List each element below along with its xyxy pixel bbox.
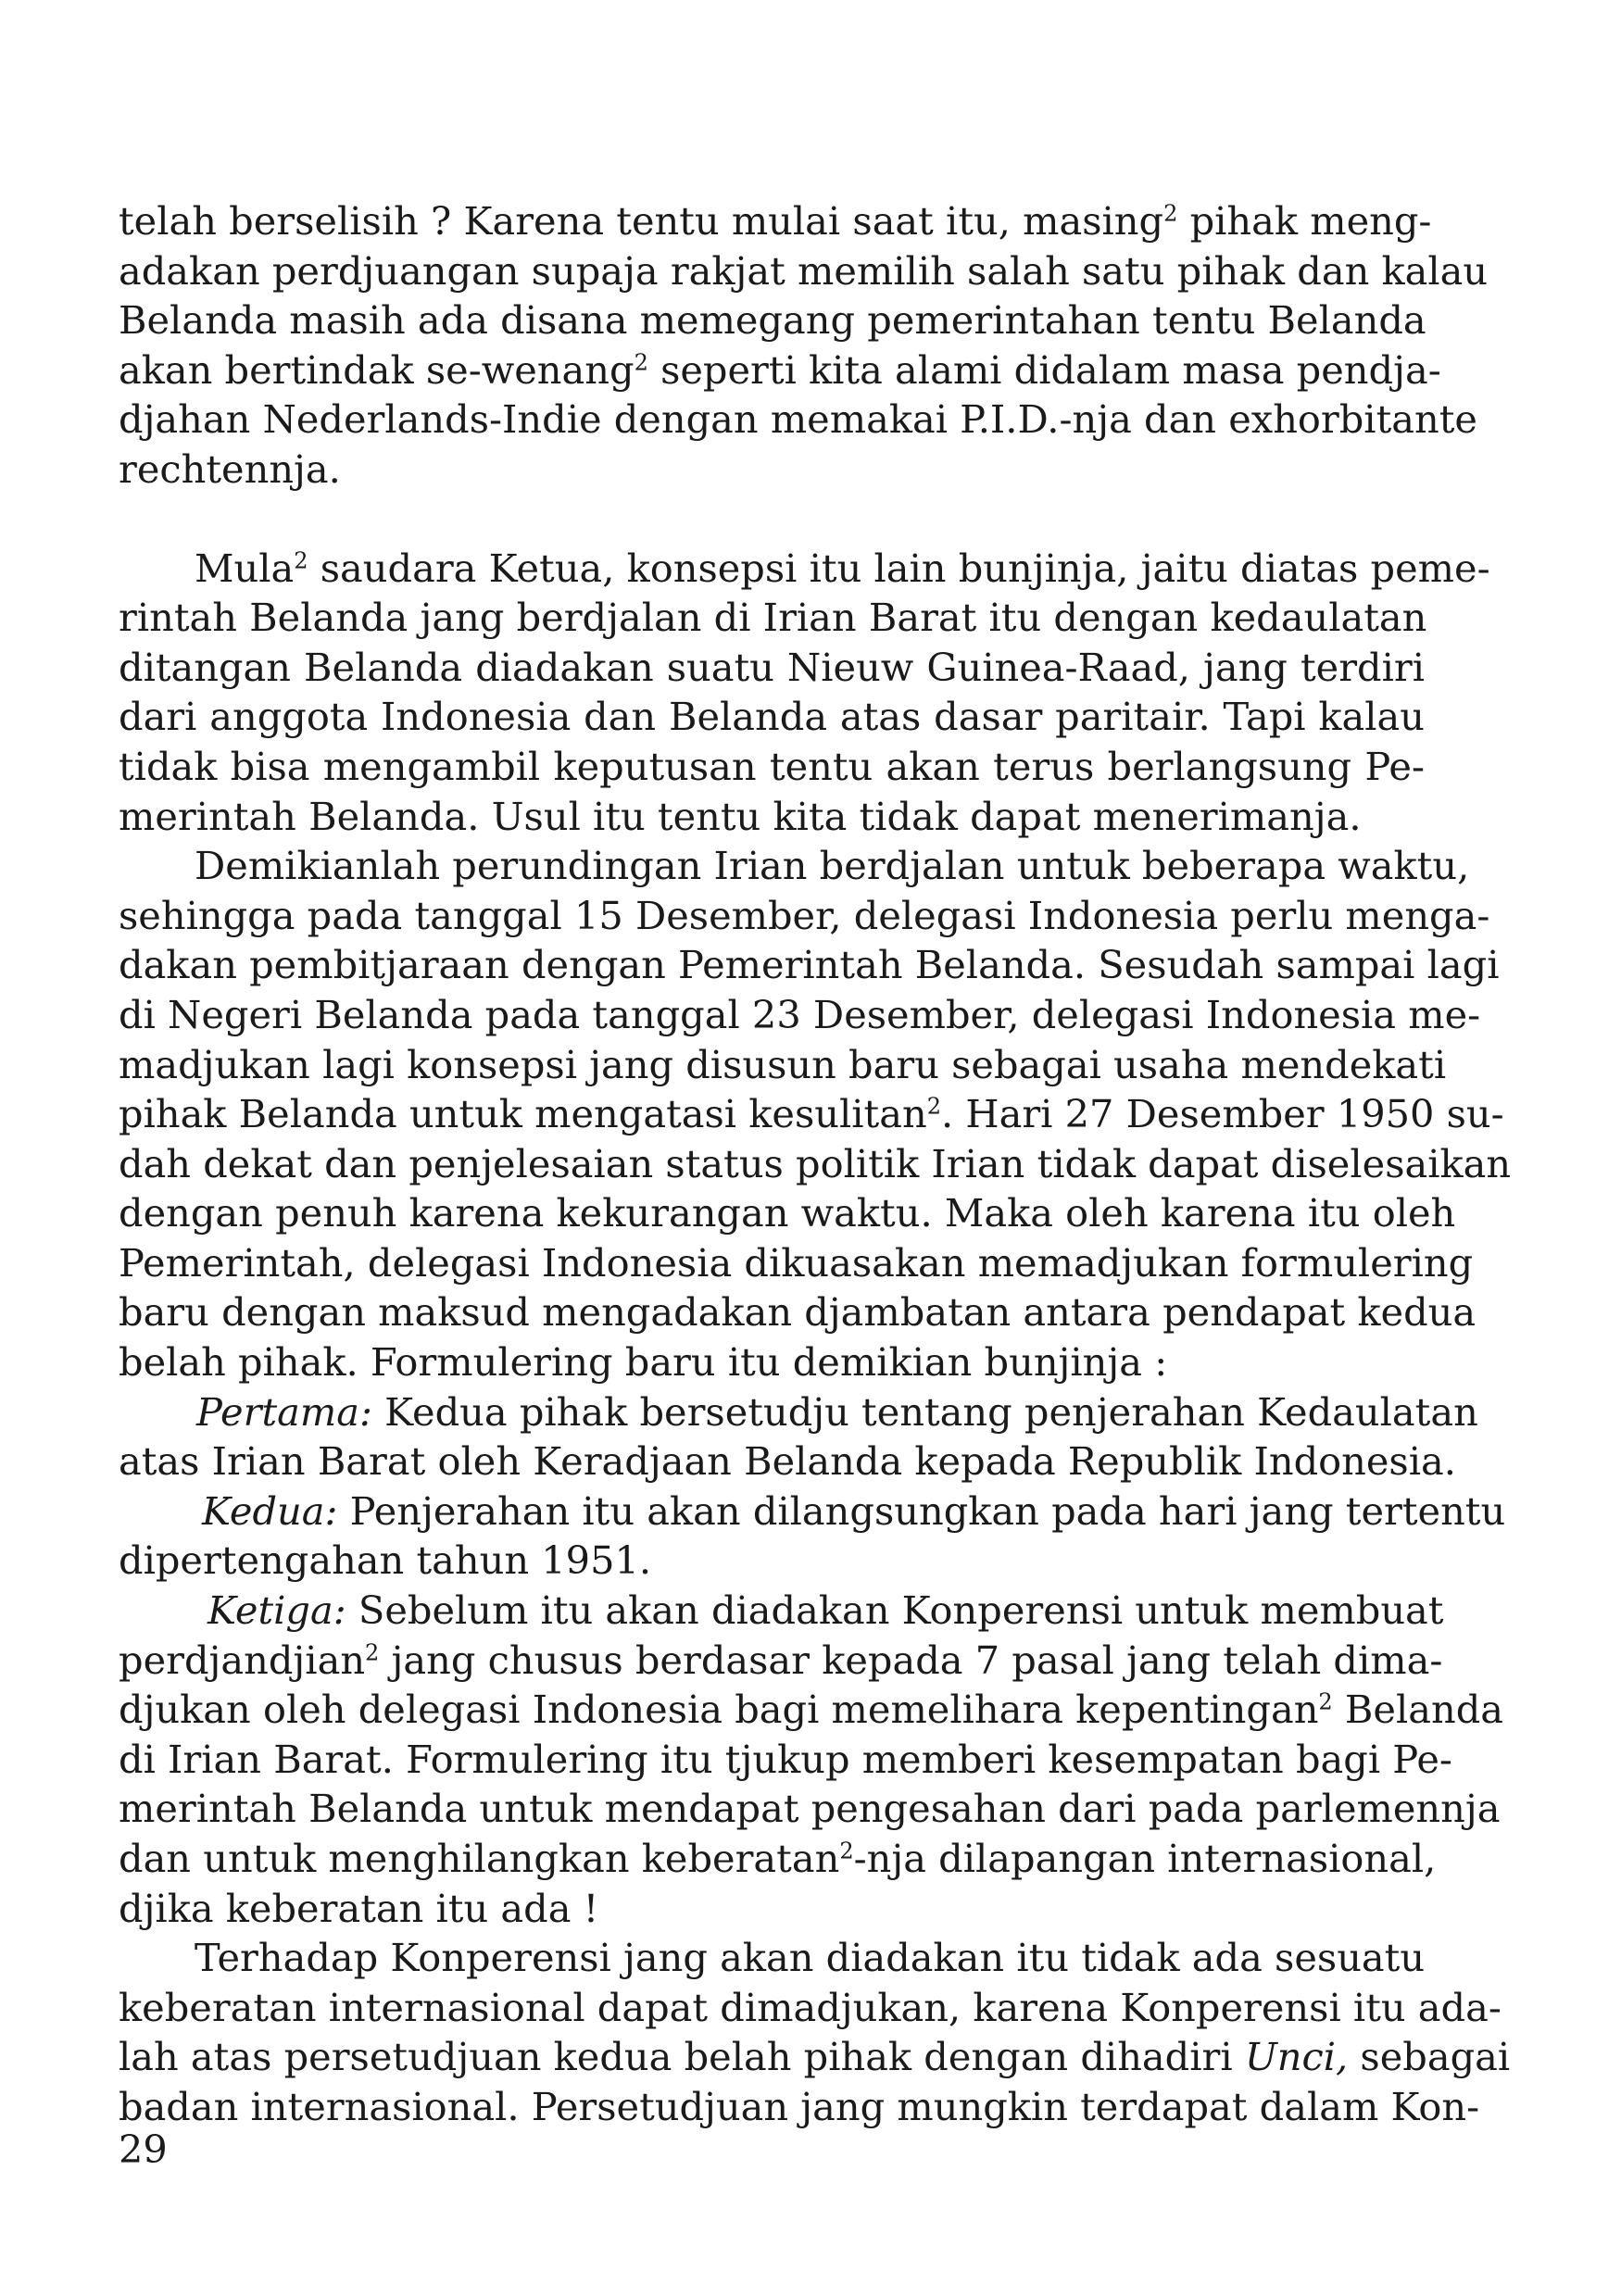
text-line: telah berselisih ? Karena tentu mulai saat itu, masing$^2$ pihak meng- bbox=[119, 198, 1432, 244]
superscript-two: 2 bbox=[926, 1093, 942, 1120]
line-text: Kedua pihak bersetudju tentang penjerahan Kedaulatan bbox=[371, 1388, 1478, 1435]
paragraph-kedua bbox=[119, 1487, 1506, 1586]
text-line: baru dengan maksud mengadakan djambatan antara pendapat kedua bbox=[119, 1289, 1476, 1336]
superscript-two: 2 bbox=[294, 547, 308, 574]
text-line bbox=[119, 2032, 1511, 2082]
text-line: Demikianlah perundingan Irian berdjalan untuk beberapa waktu, bbox=[195, 843, 1470, 889]
text-line: dan untuk menghilangkan keberatan$^2$-nja dilapangan internasional, bbox=[119, 1836, 1437, 1881]
text-line: di Negeri Belanda pada tanggal 23 Desember, delegasi Indonesia me- bbox=[119, 991, 1481, 1037]
paragraph-3 bbox=[119, 841, 1512, 1387]
list-label: Pertama: bbox=[196, 1388, 372, 1435]
superscript-two: 2 bbox=[634, 349, 648, 376]
line-text: lah atas persetudjuan kedua belah pihak dengan dihadiri bbox=[119, 2034, 1245, 2080]
text-line: Pemerintah, delegasi Indonesia dikuasakan memadjukan formulering bbox=[119, 1239, 1474, 1286]
superscript-two: 2 bbox=[365, 1639, 380, 1666]
text-line: Terhadap Konperensi jang akan diadakan itu tidak ada sesuatu bbox=[195, 1935, 1426, 1981]
text-line: dengan penuh karena kekurangan waktu. Maka oleh karena itu oleh bbox=[119, 1190, 1456, 1236]
text-line: ditangan Belanda diadakan suatu Nieuw Guinea-Raad, jang terdiri bbox=[119, 644, 1425, 690]
text-line: sehingga pada tanggal 15 Desember, delegasi Indonesia perlu menga- bbox=[119, 892, 1490, 938]
text-line: perdjandjian$^2$ jang chusus berdasar kepada 7 pasal jang telah dima- bbox=[119, 1637, 1443, 1683]
list-label: Ketiga: bbox=[207, 1587, 346, 1634]
text-line bbox=[119, 1586, 1444, 1636]
text-line: adakan perdjuangan supaja rakjat memilih salah satu pihak dan kalau bbox=[119, 247, 1489, 294]
text-line: rechtennja. bbox=[119, 445, 341, 492]
text-line: dah dekat dan penjelesaian status politik Irian tidak dapat diselesaikan bbox=[119, 1140, 1512, 1186]
paragraph-1 bbox=[119, 196, 1489, 495]
text-line: dari anggota Indonesia dan Belanda atas dasar paritair. Tapi kalau bbox=[119, 694, 1425, 740]
line-text: Sebelum itu akan diadakan Konperensi untuk membuat bbox=[346, 1587, 1444, 1634]
paragraph-ketiga bbox=[119, 1586, 1504, 1933]
text-line: madjukan lagi konsepsi jang disusun baru sebagai usaha mendekati bbox=[119, 1041, 1447, 1087]
text-line: Mula$^2$ saudara Ketua, konsepsi itu lain bunjinja, jaitu diatas peme- bbox=[195, 545, 1490, 591]
list-label: Kedua: bbox=[202, 1487, 338, 1534]
text-line: djukan oleh delegasi Indonesia bagi memelihara kepentingan$^2$ Belanda bbox=[119, 1687, 1504, 1733]
superscript-two: 2 bbox=[1163, 200, 1178, 227]
text-line: dipertengahan tahun 1951. bbox=[119, 1537, 652, 1584]
text-line bbox=[119, 1387, 1478, 1437]
text-line: badan internasional. Persetudjuan jang mungkin terdapat dalam Kon- bbox=[119, 2083, 1480, 2129]
line-text: sebagai bbox=[1348, 2034, 1511, 2080]
text-line: rintah Belanda jang berdjalan di Irian Barat itu dengan kedaulatan bbox=[119, 595, 1427, 641]
text-line: djahan Nederlands-Indie dengan memakai P.I.D.-nja dan exhorbitante bbox=[119, 396, 1477, 443]
superscript-two: 2 bbox=[1318, 1688, 1333, 1715]
text-line: merintah Belanda. Usul itu tentu kita tidak dapat menerimanja. bbox=[119, 793, 1362, 839]
document-page bbox=[119, 196, 1512, 2132]
text-line: tidak bisa mengambil keputusan tentu akan terus berlangsung Pe- bbox=[119, 743, 1425, 789]
text-line: pihak Belanda untuk mengatasi kesulitan$^2$. Hari 27 Desember 1950 su- bbox=[119, 1091, 1504, 1137]
text-line: merintah Belanda untuk mendapat pengesahan dari pada parlemennja bbox=[119, 1786, 1501, 1832]
text-line: Belanda masih ada disana memegang pemerintahan tentu Belanda bbox=[119, 297, 1426, 344]
paragraph-2 bbox=[119, 544, 1490, 842]
text-line: atas Irian Barat oleh Keradjaan Belanda kepada Republik Indonesia. bbox=[119, 1438, 1456, 1485]
text-line: di Irian Barat. Formulering itu tjukup memberi kesempatan bagi Pe- bbox=[119, 1736, 1452, 1782]
text-line: keberatan internasional dapat dimadjukan, karena Konperensi itu ada- bbox=[119, 1984, 1502, 2030]
unci-term: Unci, bbox=[1244, 2034, 1349, 2080]
page-number: 29 bbox=[119, 2127, 168, 2172]
paragraph-7 bbox=[119, 1933, 1511, 2131]
superscript-two: 2 bbox=[839, 1838, 854, 1864]
text-line: dakan pembitjaraan dengan Pemerintah Belanda. Sesudah sampai lagi bbox=[119, 942, 1500, 988]
text-line: akan bertindak se-wenang$^2$ seperti kita alami didalam masa pendja- bbox=[119, 346, 1441, 393]
line-text: Penjerahan itu akan dilangsungkan pada hari jang tertentu bbox=[337, 1487, 1506, 1534]
text-line bbox=[119, 1487, 1506, 1537]
text-line: belah pihak. Formulering baru itu demikian bunjinja : bbox=[119, 1339, 1168, 1386]
paragraph-pertama bbox=[119, 1387, 1478, 1487]
text-line: djika keberatan itu ada ! bbox=[119, 1885, 599, 1931]
